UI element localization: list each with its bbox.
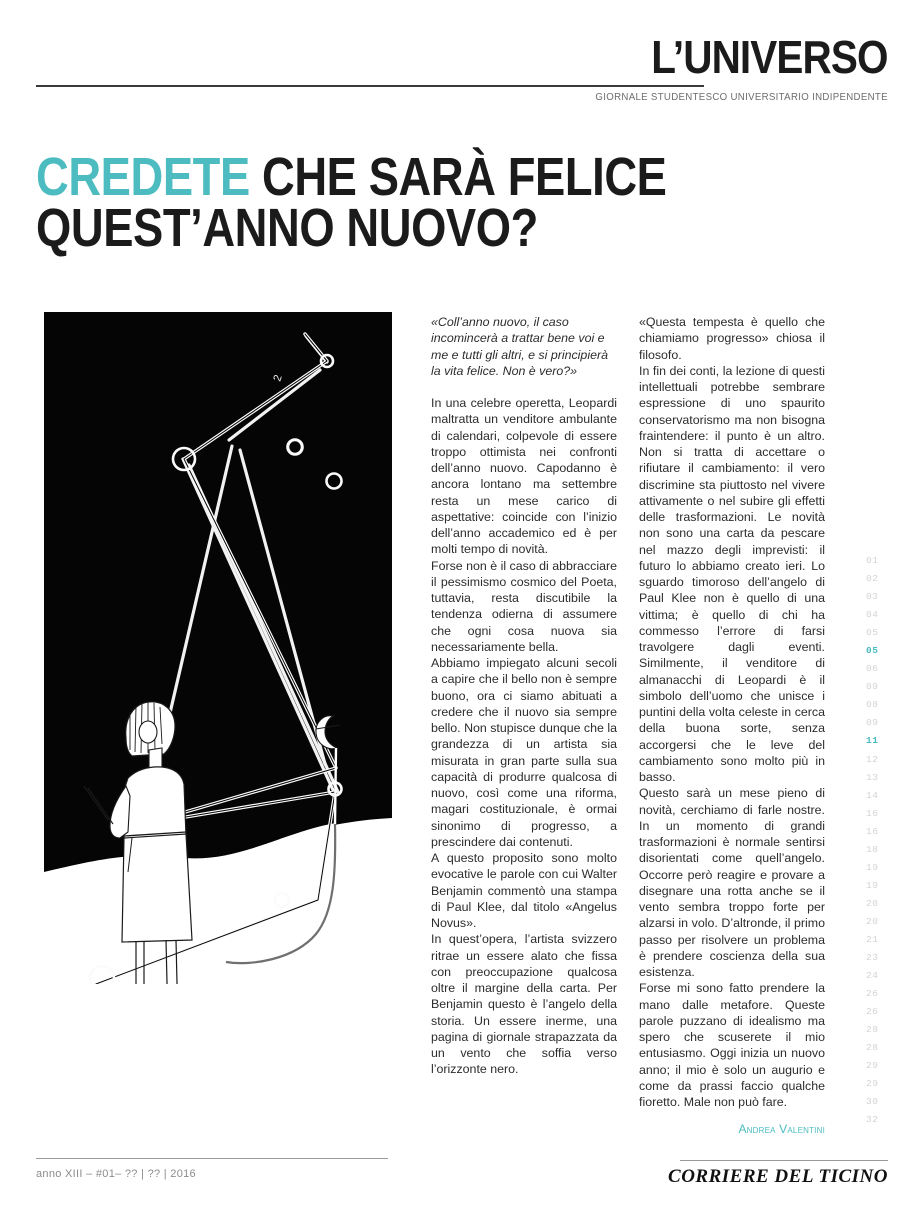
line-number: 26 [866, 1006, 879, 1018]
line-number-rail [866, 552, 900, 1130]
line-number: 04 [866, 609, 879, 621]
line-number: 20 [866, 897, 879, 909]
illustration-artwork [44, 312, 392, 984]
line-number: 01 [866, 555, 879, 566]
paragraph: Forse non è il caso di abbracciare il pessimismo cosmico del Poeta, tuttavia, resta discutibile la tendenza odierna di assumere che ogni cosa nuova sia necessariamente bella. [431, 558, 617, 654]
line-number: 02 [866, 573, 879, 585]
headline-line-1 [36, 147, 667, 207]
masthead [36, 28, 888, 118]
footer-divider-right [680, 1160, 888, 1161]
article-column-1 [431, 314, 617, 1078]
footer-divider-left [36, 1158, 388, 1159]
line-number: 09 [866, 717, 879, 729]
line-number: 16 [866, 807, 879, 819]
headline-line-1-rest: CHE SARÀ FELICE [261, 147, 667, 207]
paragraph: In fin dei conti, la lezione di questi intellettuali potrebbe sembrare espressione di uno spaurito conservatorismo ma non bisogna fraintendere: il punto è un altro. Non si tratta di accettare o rifiutare il cambiamento: il vero discrimine sta piuttosto nel vivere attivamente o nel subire gli effetti delle trasformazioni. Le novità non sono una carta da pescare nel mazzo degli imprevisti: il futuro lo abbiamo creato ieri. Lo sguardo timoroso dell’angelo di Paul Klee non è quello di una vittima; è quello di chi ha commesso l’errore di farsi travolgere dagli eventi. Similmente, il venditore di almanacchi di Leopardi è il simbolo dell’uomo che unisce i puntini della volta celeste in cerca della buona sorte, senza accorgersi che le leve del cambiamento sono molto più in basso. [639, 363, 825, 784]
footer-issue-info: anno XIII – #01– ?? | ?? | 2016 [36, 1168, 196, 1180]
constellation-node-label: 2 [271, 373, 285, 383]
paragraph: In quest’opera, l’artista svizzero ritrae un essere alato che fissa con preoccupazione qualcosa oltre il margine della carta. Per Benjamin questo è l’angelo della storia. Un essere inerme, una pagina di giornale strapazzata da un vento che soffia verso l’orizzonte nero. [431, 932, 617, 1077]
line-number: 20 [866, 915, 879, 927]
paragraph: «Questa tempesta è quello che chiamiamo progresso» chiosa il filosofo. [639, 315, 825, 362]
line-number: 30 [866, 1096, 879, 1108]
line-number: 28 [866, 1024, 879, 1036]
line-number: 19 [866, 879, 879, 891]
line-number: 12 [866, 753, 879, 765]
pullquote: «Coll’anno nuovo, il caso incomincerà a trattar bene voi e me e tutti gli altri, e si principierà la vita felice. Non è vero?» [431, 315, 608, 378]
line-number: 29 [866, 1060, 879, 1072]
article-column-2 [639, 314, 825, 1138]
line-number: 18 [866, 843, 879, 855]
paragraph: Forse mi sono fatto prendere la mano dalle metafore. Queste parole puzzano di idealismo ma spero che scuserete il mio entusiasmo. Oggi inizia un nuovo anno; il mio è solo un augurio e come da prassi faccio qualche fioretto. Male non può fare. [639, 981, 825, 1109]
headline-accent-word: CREDETE [36, 147, 250, 207]
paragraph: Abbiamo impiegato alcuni secoli a capire che il bello non è sempre buono, ora ci siamo abituati a credere che il nuovo sia sempre bello. Non stupisce dunque che la grandezza di un artista sia misurata in gran parte sulla sua capacità di produrre qualcosa di nuovo, così come una riforma, magari costituzionale, è ormai sinonimo di progresso, a prescindere dai contenuti. [431, 656, 617, 849]
line-number: 05 [866, 627, 879, 639]
masthead-subtitle: GIORNALE STUDENTESCO UNIVERSITARIO INDIPENDENTE [595, 91, 888, 103]
article-illustration [44, 312, 392, 984]
line-number: 29 [866, 1078, 879, 1090]
line-number: 08 [866, 699, 879, 711]
publisher-logo: CORRIERE DEL TICINO [668, 1166, 888, 1187]
line-number: 26 [866, 988, 879, 1000]
line-number: 13 [866, 771, 879, 783]
headline-line-2: QUEST’ANNO NUOVO? [36, 197, 538, 258]
line-number: 14 [866, 789, 879, 801]
line-number: 32 [866, 1114, 879, 1126]
line-number: 06 [866, 663, 879, 675]
line-number: 24 [866, 970, 879, 982]
masthead-title: L’UNIVERSO [651, 31, 888, 83]
line-number: 21 [866, 933, 879, 945]
line-number: 03 [866, 591, 879, 603]
line-number: 23 [866, 952, 879, 964]
article-byline: Andrea Valentini [738, 1122, 825, 1137]
line-number: 05 [866, 645, 879, 657]
line-number: 28 [866, 1042, 879, 1054]
page-title [36, 147, 736, 258]
line-number: 16 [866, 825, 879, 837]
paragraph: In una celebre operetta, Leopardi maltratta un venditore ambulante di calendari, colpevole di essere troppo ottimista nei confronti dell’anno nuovo. Capodanno è ancora lontano ma settembre resta un mese carico di aspettative: coincide con l’inizio dell’anno accademico ed è per molti tempo di novità. [431, 396, 617, 557]
line-number: 09 [866, 681, 879, 693]
masthead-divider [36, 85, 704, 87]
paragraph: Questo sarà un mese pieno di novità, cerchiamo di farle nostre. In un momento di grandi trasformazioni è normale sentirsi disorientati come quell’angelo. Occorre però reagire e provare a disegnare una rotta anche se il vento sembra troppo forte per alzarsi in volo. D’altronde, il primo passo per risolvere un problema è prendere coscienza della sua esistenza. [639, 786, 825, 979]
line-number: 11 [866, 735, 879, 747]
line-number: 19 [866, 861, 879, 873]
paragraph: A questo proposito sono molto evocative le parole con cui Walter Benjamin commentò una stampa di Paul Klee, dal titolo «Angelus Novus». [431, 851, 617, 930]
